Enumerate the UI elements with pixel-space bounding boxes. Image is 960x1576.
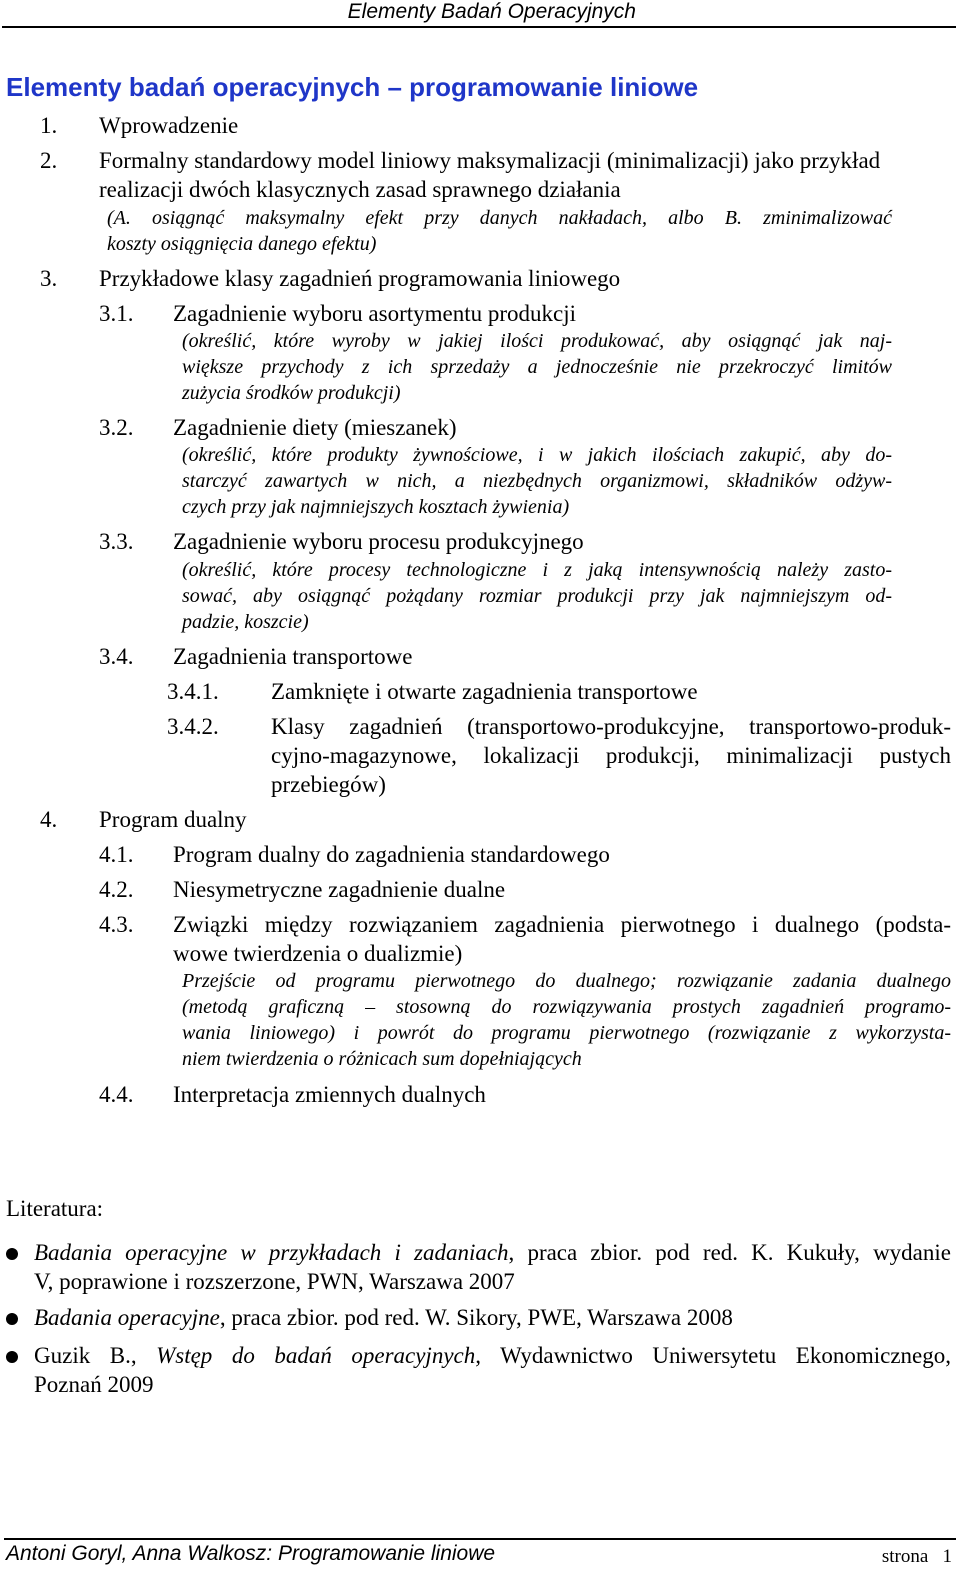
item-4-3-desc-2: (metodą graficzną – stosowną do rozwiązywania prostych zagadnień programo- — [182, 996, 951, 1018]
item-3-2-text: Zagadnienie diety (mieszanek) — [173, 415, 457, 440]
item-4-1-number: 4.1. — [99, 842, 134, 867]
literature-item-2 — [34, 1304, 733, 1332]
item-3-4-2-line-1: Klasy zagadnień (transportowo-produkcyjne, transportowo-produk- — [271, 714, 951, 739]
item-4-1-text: Program dualny do zagadnienia standardowego — [173, 842, 610, 867]
header-title: Elementy Badań Operacyjnych — [347, 0, 636, 23]
item-3-3-number: 3.3. — [99, 529, 134, 554]
item-3-3-desc-3: padzie, koszcie) — [182, 611, 309, 633]
item-3-4-2-line-2: cyjno-magazynowe, lokalizacji produkcji, minimalizacji pustych — [271, 743, 951, 768]
item-3-3-desc-2: sować, aby osiągnąć pożądany rozmiar produkcji przy jak najmniejszym od- — [182, 585, 892, 607]
item-3-1-desc-2: większe przychody z ich sprzedaży a jednocześnie nie przekroczyć limitów — [182, 356, 892, 378]
item-4-3-line-1: Związki między rozwiązaniem zagadnienia pierwotnego i dualnego (podsta- — [173, 912, 951, 937]
item-1-text: Wprowadzenie — [99, 113, 239, 138]
item-3-4-text: Zagadnienia transportowe — [173, 644, 413, 669]
bullet-icon — [6, 1313, 18, 1325]
footer-authors: Antoni Goryl, Anna Walkosz: Programowanie liniowe — [6, 1542, 496, 1565]
item-4-3-desc-3: wania liniowego) i powrót do programu pierwotnego (rozwiązanie z wykorzysta- — [182, 1022, 951, 1044]
item-4-3-desc-4: niem twierdzenia o różnicach sum dopełniających — [182, 1048, 582, 1070]
literature-item-1-rest: , praca zbior. pod red. K. Kukuły, wydanie — [508, 1240, 951, 1265]
item-3-number: 3. — [40, 266, 58, 291]
item-3-1-desc-1: (określić, które wyroby w jakiej ilości produkować, aby osiągnąć jak naj- — [182, 330, 892, 352]
literature-item-3-author: Guzik B., — [34, 1343, 157, 1368]
item-3-text: Przykładowe klasy zagadnień programowania liniowego — [99, 266, 621, 291]
document-title: Elementy badań operacyjnych – programowanie liniowe — [6, 72, 699, 102]
item-2-number: 2. — [40, 148, 58, 173]
header-rule — [2, 26, 956, 28]
item-2-line-2: realizacji dwóch klasycznych zasad sprawnego działania — [99, 177, 621, 202]
item-2-desc-1: (A. osiągnąć maksymalny efekt przy danych nakładach, albo B. zminimalizować — [107, 207, 892, 229]
bullet-icon — [6, 1248, 18, 1260]
item-3-4-1-number: 3.4.1. — [167, 679, 219, 704]
item-3-1-text: Zagadnienie wyboru asortymentu produkcji — [173, 301, 577, 326]
bullet-icon — [6, 1351, 18, 1363]
item-4-2-number: 4.2. — [99, 877, 134, 902]
item-2-line-1: Formalny standardowy model liniowy maksymalizacji (minimalizacji) jako przykład — [99, 148, 881, 173]
item-4-3-desc-1: Przejście od programu pierwotnego do dualnego; rozwiązanie zadania dualnego — [182, 970, 951, 992]
item-3-1-number: 3.1. — [99, 301, 134, 326]
item-4-text: Program dualny — [99, 807, 247, 832]
item-3-2-desc-2: starczyć zawartych w nich, a niezbędnych organizmowi, składników odżyw- — [182, 470, 892, 492]
literature-item-2-title: Badania operacyjne — [34, 1305, 220, 1330]
item-3-3-desc-1: (określić, które procesy technologiczne i z jaką intensywnością należy zasto- — [182, 559, 892, 581]
literature-item-2-rest: , praca zbior. pod red. W. Sikory, PWE, Warszawa 2008 — [219, 1305, 733, 1330]
item-3-2-desc-1: (określić, które produkty żywnościowe, i w jakich ilościach zakupić, aby do- — [182, 444, 892, 466]
literature-label: Literatura: — [6, 1196, 104, 1221]
item-3-1-desc-3: zużycia środków produkcji) — [182, 382, 401, 404]
item-3-4-2-number: 3.4.2. — [167, 714, 219, 739]
item-3-3-text: Zagadnienie wyboru procesu produkcyjnego — [173, 529, 584, 554]
page-number-value: 1 — [942, 1546, 952, 1567]
literature-item-1-title: Badania operacyjne w przykładach i zadaniach — [34, 1240, 509, 1265]
item-3-4-1-text: Zamknięte i otwarte zagadnienia transportowe — [271, 679, 698, 704]
item-3-4-2-line-3: przebiegów) — [271, 772, 386, 797]
item-1-number: 1. — [40, 113, 58, 138]
item-4-2-text: Niesymetryczne zagadnienie dualne — [173, 877, 506, 902]
page-label: strona — [881, 1546, 929, 1567]
page-number — [882, 1546, 952, 1568]
literature-item-1-line-2: V, poprawione i rozszerzone, PWN, Warszawa 2007 — [34, 1269, 515, 1294]
literature-item-3-title: Wstęp do badań operacyjnych, — [156, 1343, 481, 1368]
footer-rule — [4, 1538, 956, 1540]
literature-item-3-line-2: Poznań 2009 — [34, 1372, 154, 1397]
item-3-2-number: 3.2. — [99, 415, 134, 440]
literature-item-1-line-1 — [34, 1239, 951, 1267]
item-3-2-desc-3: czych przy jak najmniejszych kosztach żywienia) — [182, 496, 570, 518]
item-4-3-number: 4.3. — [99, 912, 134, 937]
item-4-3-line-2: wowe twierdzenia o dualizmie) — [173, 941, 463, 966]
item-4-4-number: 4.4. — [99, 1082, 134, 1107]
item-4-number: 4. — [40, 807, 58, 832]
page-header — [0, 0, 960, 28]
item-3-4-number: 3.4. — [99, 644, 134, 669]
literature-item-3-line-1 — [34, 1342, 951, 1370]
item-2-desc-2: koszty osiągnięcia danego efektu) — [107, 233, 377, 255]
item-4-4-text: Interpretacja zmiennych dualnych — [173, 1082, 486, 1107]
literature-item-3-rest: Wydawnictwo Uniwersytetu Ekonomicznego, — [481, 1343, 952, 1368]
